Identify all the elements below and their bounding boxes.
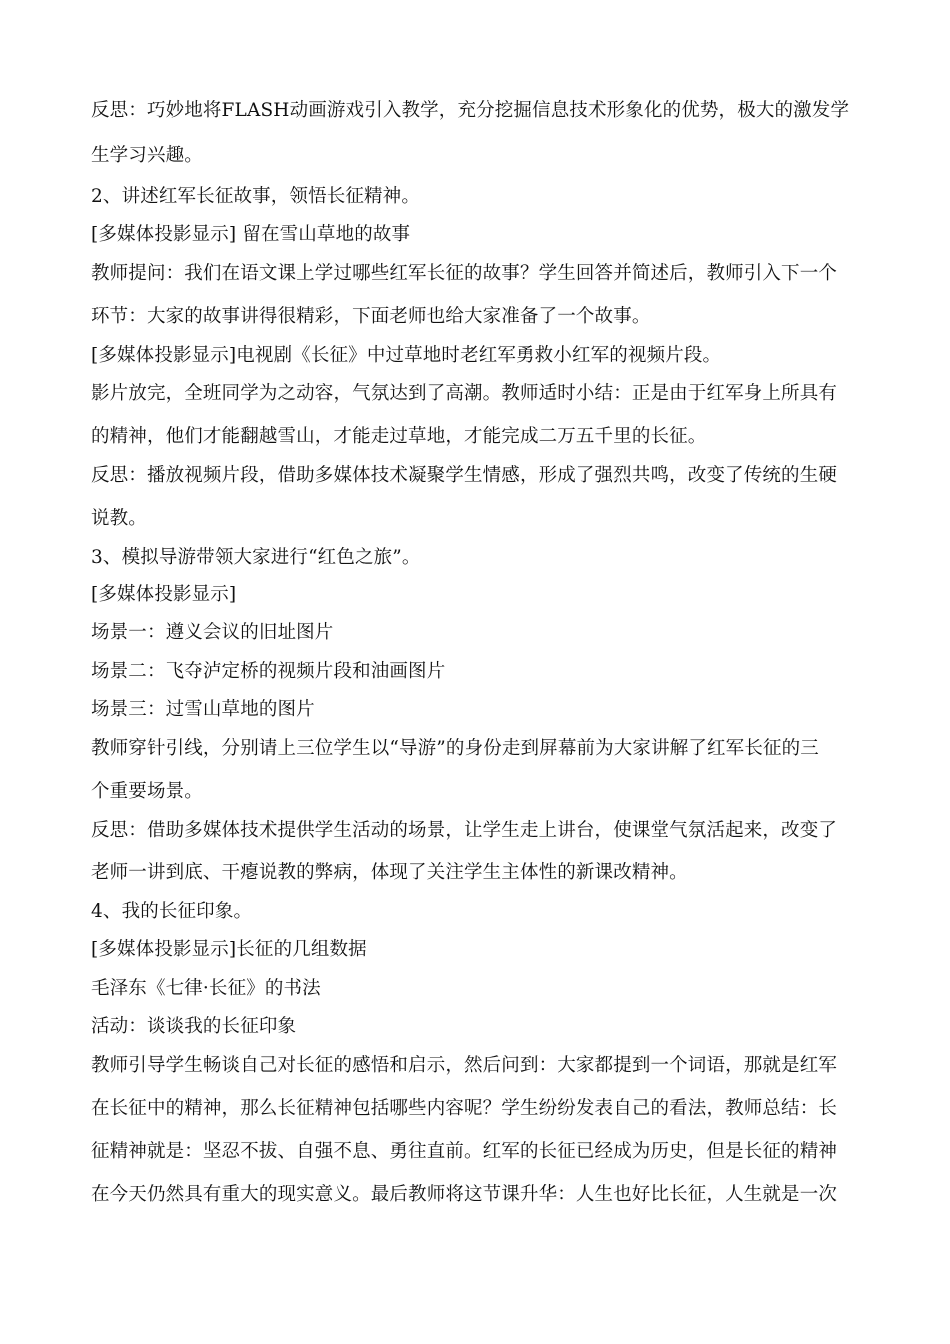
tour-guide-line-2: 个重要场景。 xyxy=(91,781,203,802)
activity-line: 活动：谈谈我的长征印象 xyxy=(91,1016,297,1037)
reflection-activity-line-2: 老师一讲到底、干瘪说教的弊病，体现了关注学生主体性的新课改精神。 xyxy=(91,862,688,883)
section-2-heading: 2、讲述红军长征故事，领悟长征精神。 xyxy=(91,186,420,207)
reflection-activity-line-1: 反思：借助多媒体技术提供学生活动的场景，让学生走上讲台，使课堂气氛活起来，改变了 xyxy=(91,820,838,841)
scene-3: 场景三：过雪山草地的图片 xyxy=(91,699,315,720)
section-3-heading: 3、模拟导游带领大家进行“红色之旅”。 xyxy=(91,547,421,568)
multimedia-display-data: [多媒体投影显示]长征的几组数据 xyxy=(91,939,367,960)
scene-1: 场景一：遵义会议的旧址图片 xyxy=(91,622,334,643)
reflection-video-line-1: 反思：播放视频片段，借助多媒体技术凝聚学生情感，形成了强烈共鸣，改变了传统的生硬 xyxy=(91,465,838,486)
film-summary-line-1: 影片放完，全班同学为之动容，气氛达到了高潮。教师适时小结：正是由于红军身上所具有 xyxy=(91,383,838,404)
tour-guide-line-1: 教师穿针引线，分别请上三位学生以“导游”的身份走到屏幕前为大家讲解了红军长征的三 xyxy=(91,738,819,759)
reflection-video-line-2: 说教。 xyxy=(91,508,147,529)
reflection-flash-line-1: 反思：巧妙地将FLASH动画游戏引入教学，充分挖掘信息技术形象化的优势，极大的激发学 xyxy=(91,100,850,121)
section-4-heading: 4、我的长征印象。 xyxy=(91,901,253,922)
reflection-flash-line-2: 生学习兴趣。 xyxy=(91,145,203,166)
film-summary-line-2: 的精神，他们才能翻越雪山，才能走过草地，才能完成二万五千里的长征。 xyxy=(91,426,707,447)
multimedia-display-plain: [多媒体投影显示] xyxy=(91,584,237,605)
teacher-guide-line-2: 在长征中的精神，那么长征精神包括哪些内容呢？学生纷纷发表自己的看法，教师总结：长 xyxy=(91,1098,838,1119)
teacher-question-line-1: 教师提问：我们在语文课上学过哪些红军长征的故事？学生回答并简述后，教师引入下一个 xyxy=(91,263,838,284)
teacher-guide-line-1: 教师引导学生畅谈自己对长征的感悟和启示，然后问到：大家都提到一个词语，那就是红军 xyxy=(91,1055,838,1076)
teacher-guide-line-3: 征精神就是：坚忍不拔、自强不息、勇往直前。红军的长征已经成为历史，但是长征的精神 xyxy=(91,1141,838,1162)
teacher-question-line-2: 环节：大家的故事讲得很精彩，下面老师也给大家准备了一个故事。 xyxy=(91,306,651,327)
scene-2: 场景二：飞夺泸定桥的视频片段和油画图片 xyxy=(91,661,446,682)
multimedia-display-story: [多媒体投影显示] 留在雪山草地的故事 xyxy=(91,224,411,245)
multimedia-display-video: [多媒体投影显示]电视剧《长征》中过草地时老红军勇救小红军的视频片段。 xyxy=(91,345,722,366)
teacher-guide-line-4: 在今天仍然具有重大的现实意义。最后教师将这节课升华：人生也好比长征，人生就是一次 xyxy=(91,1184,838,1205)
calligraphy-line: 毛泽东《七律·长征》的书法 xyxy=(91,978,321,999)
